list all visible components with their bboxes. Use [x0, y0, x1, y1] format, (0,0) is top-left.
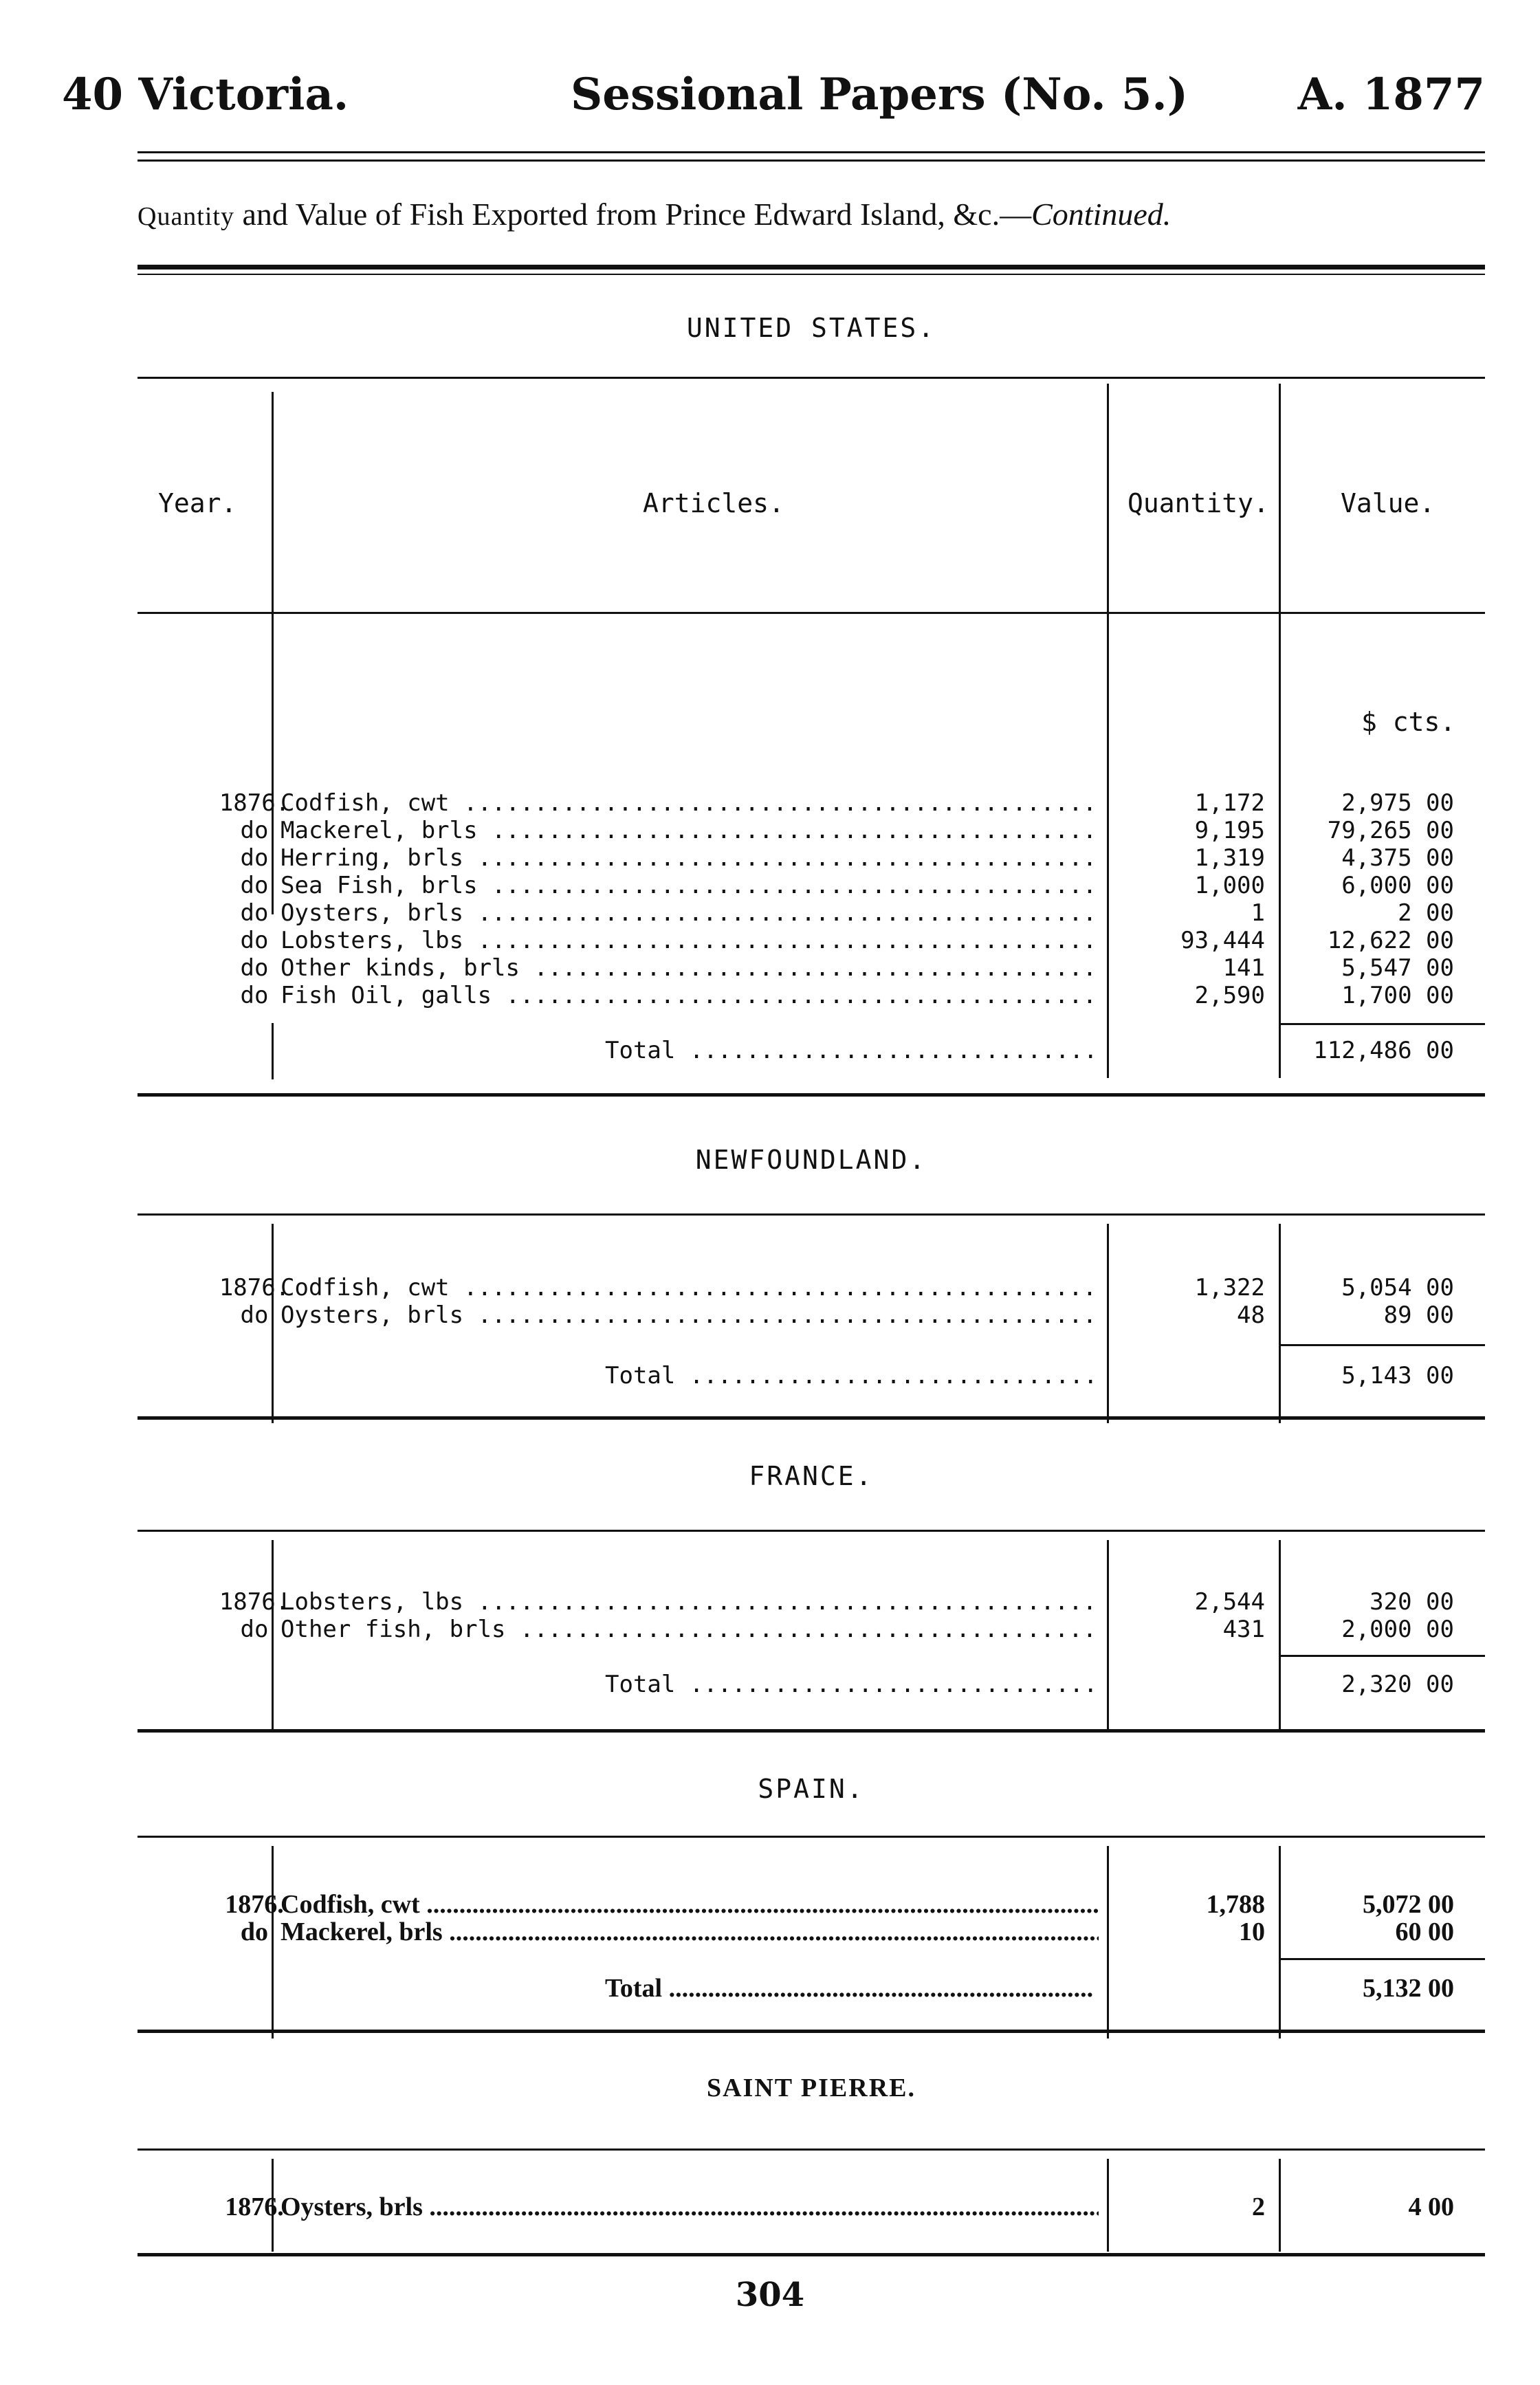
row-article: Oysters, brls ..... [280, 2193, 1099, 2221]
row-value: 79,265 00 [1327, 817, 1454, 844]
row-value: 60 00 [1395, 1917, 1454, 1946]
row-year: 1876. [225, 2192, 284, 2221]
total-rule [1280, 1023, 1485, 1025]
row-value: 320 00 [1370, 1588, 1454, 1616]
row-year: do [240, 817, 269, 844]
row-article: Mackerel, brls ..... [280, 1918, 1099, 1946]
column-header-year: Year. [158, 488, 237, 518]
row-article: Fish Oil, galls ..... [280, 982, 1099, 1009]
row-value: 2,975 00 [1341, 789, 1454, 817]
row-year: do [240, 844, 269, 872]
row-quantity: 48 [1237, 1301, 1265, 1329]
section-rule [138, 1093, 1485, 1097]
table-rule [138, 1530, 1485, 1532]
column-divider [1279, 384, 1281, 1078]
section-title: SAINT PIERRE. [706, 2074, 916, 2102]
section-saint-pierre [138, 2073, 1485, 2265]
column-divider [1279, 2159, 1281, 2252]
row-quantity: 1,788 [1206, 1890, 1265, 1919]
row-quantity: 2,544 [1194, 1588, 1265, 1616]
section-rule [138, 1729, 1485, 1733]
running-header-left: 40 Victoria. [62, 69, 349, 120]
row-year: 1876. [219, 1588, 290, 1616]
row-year: do [240, 927, 269, 954]
section-rule [138, 2253, 1485, 2256]
column-divider [1107, 1540, 1109, 1733]
row-quantity: 1,319 [1194, 844, 1265, 872]
total-value: 5,143 00 [1341, 1362, 1454, 1389]
table-rule [138, 1836, 1485, 1838]
total-rule [1280, 1344, 1485, 1346]
total-rule [1280, 1958, 1485, 1960]
row-quantity: 1 [1251, 899, 1265, 927]
section-title: FRANCE. [749, 1461, 874, 1491]
row-article: Lobsters, lbs ..... [280, 1588, 1099, 1616]
running-header-right: A. 1877 [1297, 69, 1485, 120]
row-year: do [240, 1301, 269, 1329]
column-header-value: Value. [1341, 488, 1436, 518]
row-article: Oysters, brls ..... [280, 899, 1099, 927]
row-article: Mackerel, brls ..... [280, 817, 1099, 844]
row-year: 1876. [225, 1890, 284, 1919]
row-quantity: 1,322 [1194, 1274, 1265, 1301]
row-quantity: 10 [1239, 1917, 1265, 1946]
section-title: UNITED STATES. [686, 313, 936, 343]
column-divider [1279, 1224, 1281, 1423]
page-number: 304 [735, 2276, 805, 2314]
title-smallcaps: Quantity [138, 202, 234, 231]
total-value: 112,486 00 [1313, 1037, 1454, 1064]
total-value: 2,320 00 [1341, 1671, 1454, 1698]
row-year: 1876. [219, 789, 290, 817]
total-rule [1280, 1655, 1485, 1657]
section-rule [138, 1416, 1485, 1420]
column-header-quantity: Quantity. [1128, 488, 1269, 518]
running-header-center: Sessional Papers (No. 5.) [571, 69, 1188, 120]
row-value: 4 00 [1408, 2192, 1454, 2221]
row-article: Codfish, cwt ..... [280, 1274, 1099, 1301]
section-newfoundland [138, 1145, 1485, 1440]
section-title: SPAIN. [758, 1774, 865, 1804]
column-divider [1107, 1846, 1109, 2038]
row-value: 4,375 00 [1341, 844, 1454, 872]
total-label: Total ..... [605, 1037, 1100, 1064]
row-year: do [240, 982, 269, 1009]
row-article: Codfish, cwt ..... [280, 1891, 1099, 1918]
title-rule [138, 265, 1485, 270]
title-rule [138, 274, 1485, 275]
title-main: and Value of Fish Exported from Prince Edward Island, &c.— [234, 197, 1032, 232]
row-article: Other fish, brls ..... [280, 1616, 1099, 1643]
row-value: 6,000 00 [1341, 872, 1454, 899]
total-label: Total ..... [605, 1362, 1100, 1389]
row-quantity: 1,000 [1194, 872, 1265, 899]
row-article: Codfish, cwt ..... [280, 789, 1099, 817]
row-value: 5,072 00 [1363, 1890, 1454, 1919]
row-year: do [240, 1616, 269, 1643]
row-quantity: 9,195 [1194, 817, 1265, 844]
row-quantity: 2 [1252, 2192, 1265, 2221]
table-rule [138, 377, 1485, 379]
row-quantity: 2,590 [1194, 982, 1265, 1009]
row-article: Other kinds, brls ..... [280, 954, 1099, 982]
row-value: 5,547 00 [1341, 954, 1454, 982]
row-year: do [240, 872, 269, 899]
row-quantity: 141 [1222, 954, 1265, 982]
row-value: 2 00 [1398, 899, 1454, 927]
row-value: 2,000 00 [1341, 1616, 1454, 1643]
section-title: NEWFOUNDLAND. [695, 1145, 927, 1175]
row-value: 89 00 [1383, 1301, 1454, 1329]
table-rule [138, 1213, 1485, 1216]
row-article: Oysters, brls ..... [280, 1301, 1099, 1329]
column-divider [1107, 384, 1109, 1078]
table-title [138, 196, 1485, 232]
header-rule [138, 160, 1485, 162]
unit-label: $ cts. [1361, 707, 1456, 737]
row-year: do [240, 899, 269, 927]
row-value: 5,054 00 [1341, 1274, 1454, 1301]
row-article: Lobsters, lbs ..... [280, 927, 1099, 954]
row-year: do [240, 954, 269, 982]
column-header-articles: Articles. [643, 488, 784, 518]
row-year: 1876. [219, 1274, 290, 1301]
column-divider [1279, 1540, 1281, 1733]
total-label: Total ..... [605, 1671, 1100, 1698]
row-quantity: 1,172 [1194, 789, 1265, 817]
column-divider [1107, 1224, 1109, 1423]
row-year: do [240, 1917, 269, 1946]
table-rule [138, 2148, 1485, 2151]
column-divider [1107, 2159, 1109, 2252]
table-rule [138, 612, 1485, 614]
row-article: Sea Fish, brls ..... [280, 872, 1099, 899]
row-value: 1,700 00 [1341, 982, 1454, 1009]
section-spain [138, 1774, 1485, 2063]
header-rule [138, 151, 1485, 153]
column-divider [272, 1023, 274, 1079]
section-rule [138, 2030, 1485, 2033]
row-value: 12,622 00 [1327, 927, 1454, 954]
section-united-states [138, 303, 1485, 1100]
row-quantity: 431 [1222, 1616, 1265, 1643]
row-quantity: 93,444 [1180, 927, 1265, 954]
total-label: Total ..... [605, 1975, 1100, 2002]
title-continued: Continued. [1031, 197, 1172, 232]
total-value: 5,132 00 [1363, 1974, 1454, 2003]
section-france [138, 1461, 1485, 1750]
row-article: Herring, brls ..... [280, 844, 1099, 872]
column-divider [1279, 1846, 1281, 2038]
